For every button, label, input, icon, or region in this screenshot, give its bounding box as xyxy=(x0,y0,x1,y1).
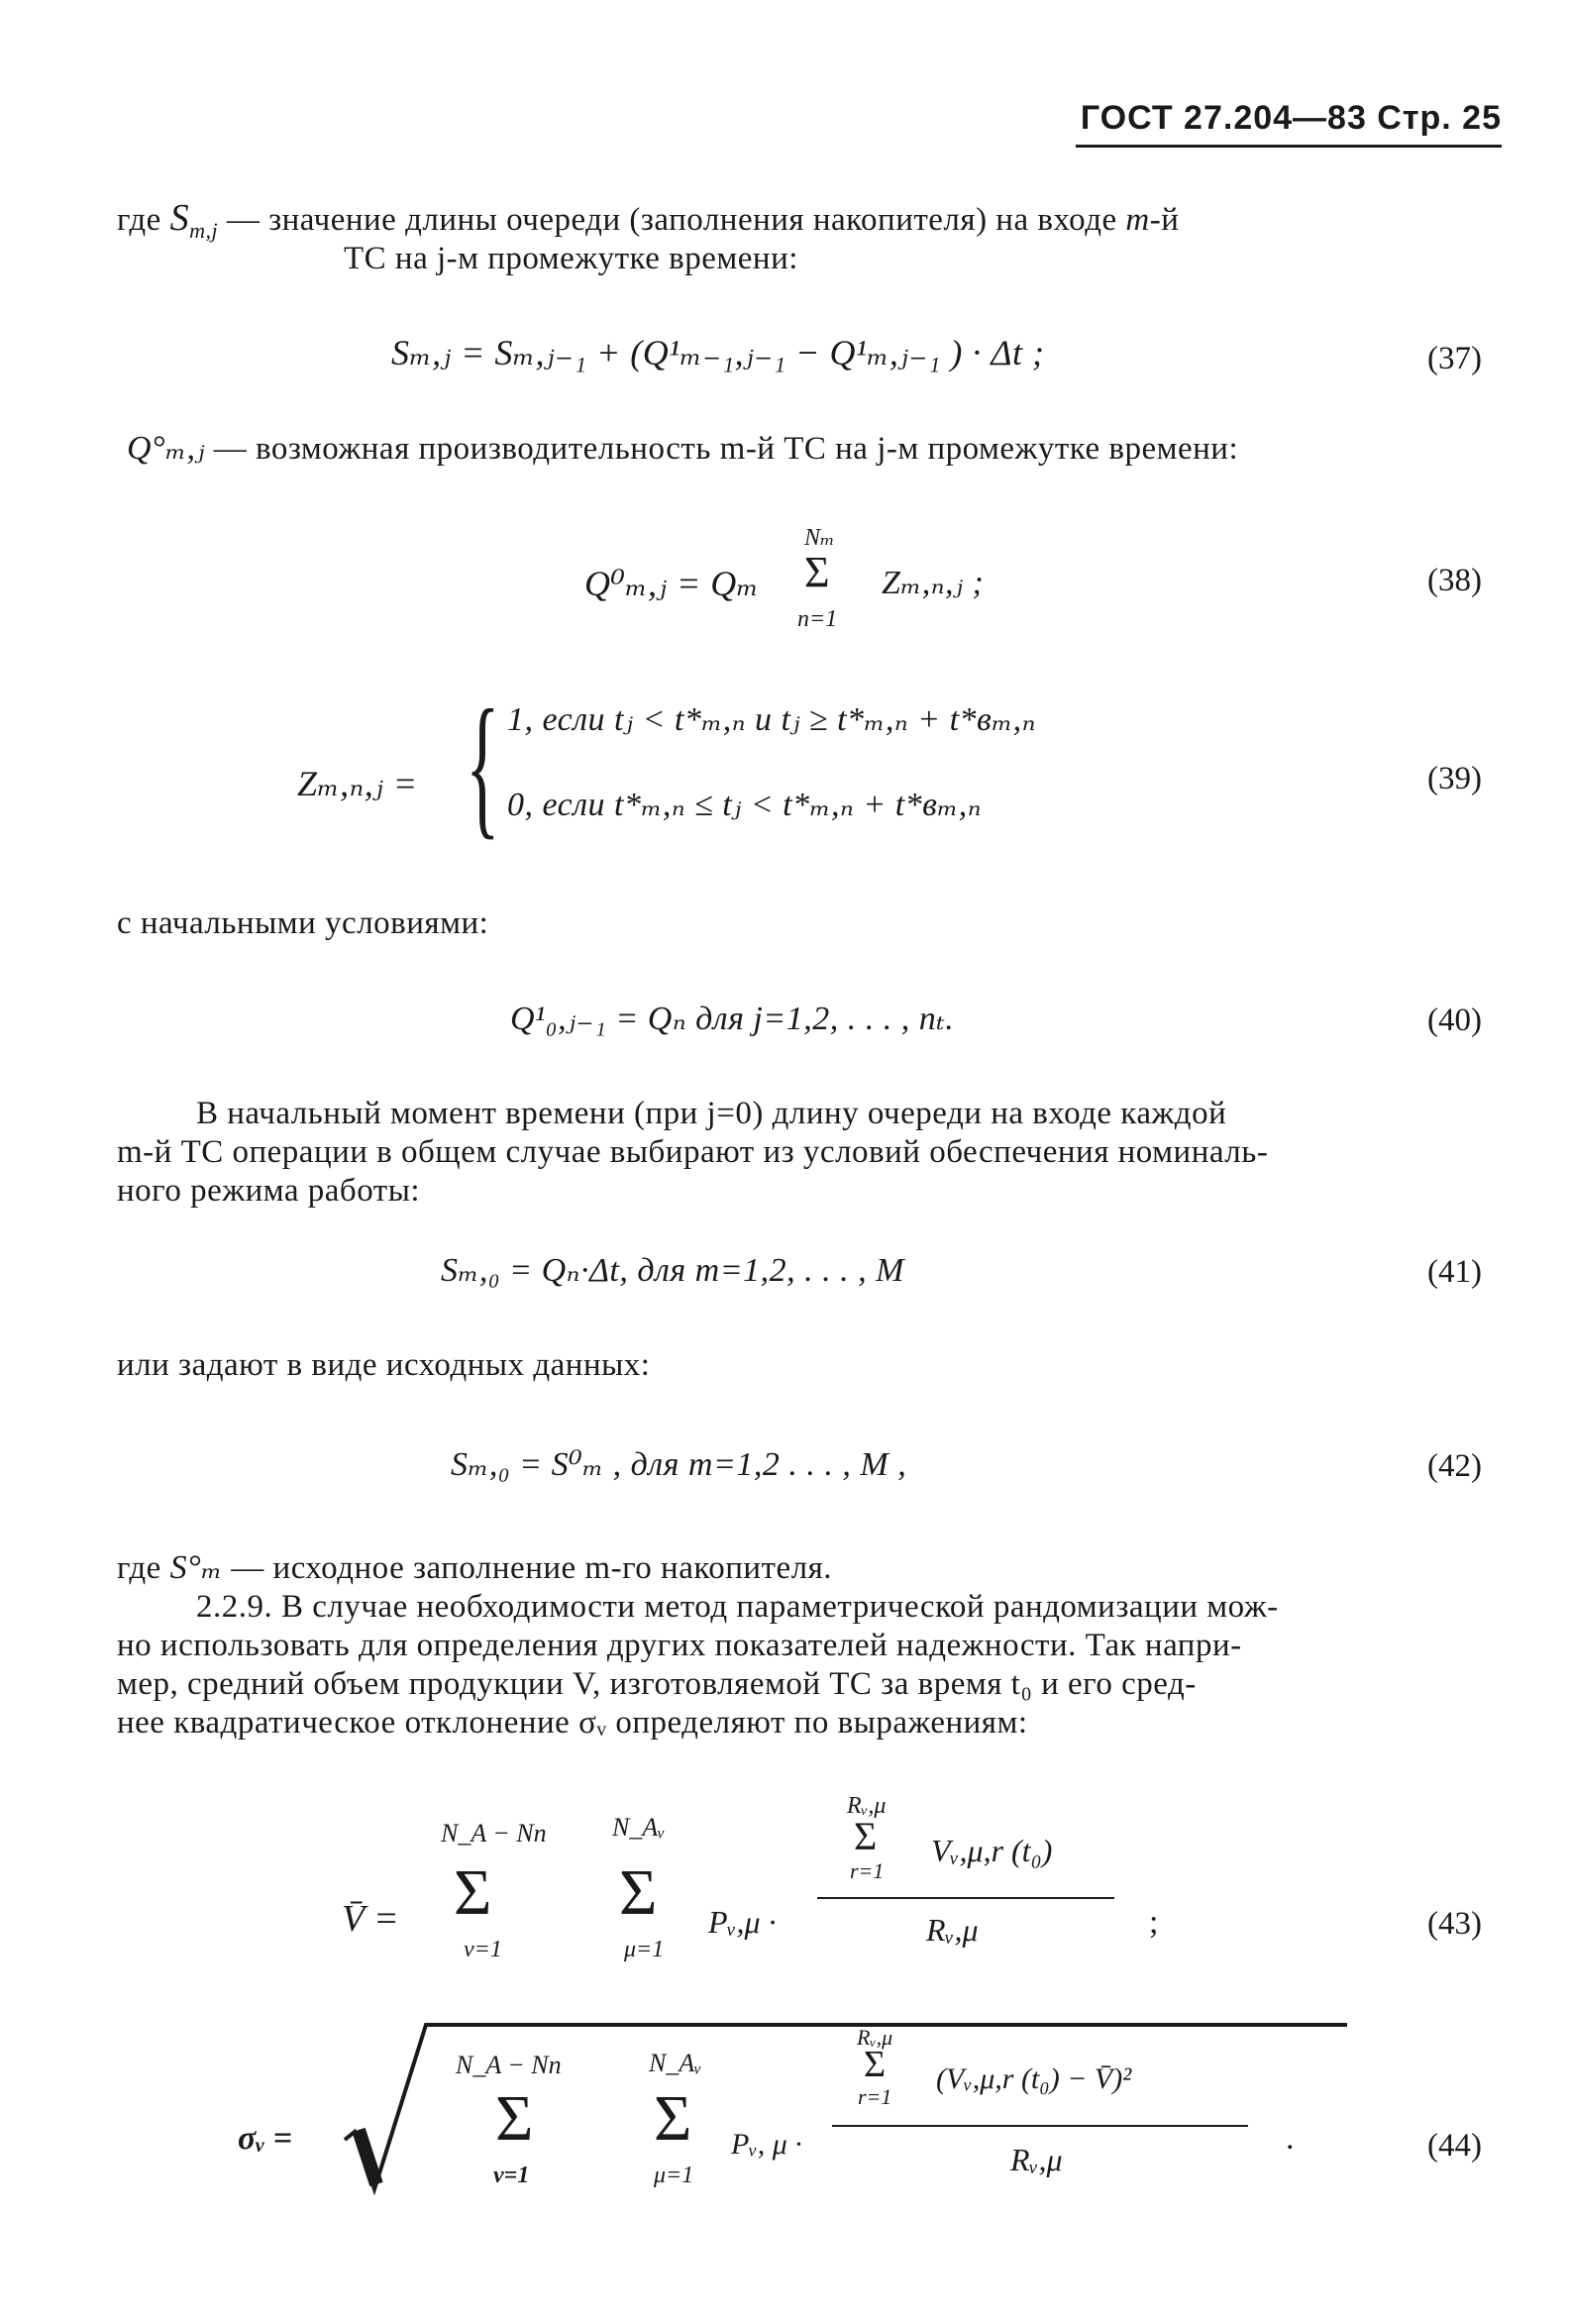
eq43-denominator: Rᵥ,μ xyxy=(926,1912,979,1948)
where-line: где S°ₘ — исходное заполнение m-го накопителя. xyxy=(117,1549,832,1586)
eq43-numerator: Vᵥ,μ,r (t₀) xyxy=(931,1833,1053,1868)
paragraph-2-line-2: но использовать для определения других показателей надежности. Так напри- xyxy=(117,1628,1242,1663)
eq43-sum1-lower: ν=1 xyxy=(464,1937,502,1962)
sum-lower-limit: n=1 xyxy=(797,606,838,632)
equation-42: Sₘ,₀ = S⁰ₘ , для m=1,2 . . . , M , xyxy=(451,1446,907,1483)
equation-39-case-1: 1, если tⱼ < t*ₘ,ₙ и tⱼ ≥ t*ₘ,ₙ + t*вₘ,ₙ xyxy=(507,701,1036,738)
equation-number-43: (43) xyxy=(1427,1906,1482,1942)
equation-41: Sₘ,₀ = Qₙ·Δt, для m=1,2, . . . , M xyxy=(441,1252,904,1289)
eq43-inner-sum-upper: Rᵥ,μ xyxy=(847,1793,887,1819)
equation-number-44: (44) xyxy=(1427,2128,1482,2164)
symbol-s0m: S°ₘ xyxy=(169,1549,223,1586)
eq44-inner-sum-sign: Σ xyxy=(864,2044,887,2085)
eq43-fraction-bar xyxy=(817,1897,1114,1899)
paragraph-1-line-3: ного режима работы: xyxy=(117,1173,421,1209)
lead-word: где xyxy=(117,202,161,238)
eq44-inner-sum-upper: Rᵥ,μ xyxy=(857,2025,893,2050)
eq43-sum1-upper: N_A − Nп xyxy=(441,1819,547,1848)
equation-number-40: (40) xyxy=(1427,1003,1482,1038)
equation-number-37: (37) xyxy=(1427,341,1482,376)
eq44-sum1-lower: ν=1 xyxy=(493,2163,530,2188)
input-data-label: или задают в виде исходных данных: xyxy=(117,1347,651,1383)
equation-number-41: (41) xyxy=(1427,1254,1482,1290)
eq44-numerator: (Vᵥ,μ,r (t₀) − V̄)² xyxy=(936,2062,1132,2095)
sum-sign: Σ xyxy=(804,548,830,596)
equation-37: Sₘ,ⱼ = Sₘ,ⱼ₋₁ + (Q¹ₘ₋₁,ⱼ₋₁ − Q¹ₘ,ⱼ₋₁ ) · Δt ; xyxy=(391,333,1045,372)
equation-number-38: (38) xyxy=(1427,563,1482,598)
paragraph-1-line-1: В начальный момент времени (при j=0) длину очереди на входе каждой xyxy=(196,1096,1227,1131)
paragraph-2-line-4: нее квадратическое отклонение σᵥ определяют по выражениям: xyxy=(117,1705,1028,1741)
definition-line-1: где $S_{m,j}$ — значение длины очереди (заполнения накопителя) на входе m-й xyxy=(117,197,1180,243)
eq44-sum1-upper: N_A − Nп xyxy=(456,2051,562,2079)
eq43-sum1-sign: Σ xyxy=(454,1856,492,1929)
equation-38-lhs: Q⁰ₘ,ⱼ = Qₘ xyxy=(584,564,760,603)
paragraph-2-line-3: мер, средний объем продукции V, изготовляемой ТС за время t₀ и его сред- xyxy=(117,1666,1197,1702)
eq43-sum2-sign: Σ xyxy=(619,1856,658,1929)
eq44-end: . xyxy=(1286,2120,1295,2157)
page-header: ГОСТ 27.204—83 Стр. 25 xyxy=(1080,99,1502,137)
radical-sign xyxy=(337,2021,1347,2199)
equation-44-lhs: σᵥ = xyxy=(238,2120,293,2157)
eq44-denominator: Rᵥ,μ xyxy=(1010,2142,1063,2177)
header-rule xyxy=(1076,145,1502,148)
eq43-sum2-upper: N_Aᵥ xyxy=(612,1813,666,1842)
equation-number-42: (42) xyxy=(1427,1448,1482,1484)
symbol-m: m xyxy=(1125,202,1150,238)
eq43-inner-sum-sign: Σ xyxy=(854,1814,878,1858)
eq44-sum2-lower: μ=1 xyxy=(654,2163,694,2188)
sum-upper-limit: Nₘ xyxy=(804,525,835,551)
equation-39-case-2: 0, если t*ₘ,ₙ ≤ tⱼ < t*ₘ,ₙ + t*вₘ,ₙ xyxy=(507,787,983,823)
equation-39-lhs: Zₘ,ₙ,ⱼ = xyxy=(297,764,418,803)
equation-40: Q¹₀,ⱼ₋₁ = Qₙ для j=1,2, . . . , nₜ. xyxy=(510,1001,955,1037)
eq43-probability: Pᵥ,μ · xyxy=(708,1904,777,1940)
equation-number-39: (39) xyxy=(1427,761,1482,796)
equation-38-rhs: Zₘ,ₙ,ⱼ ; xyxy=(882,565,985,601)
eq44-inner-sum-lower: r=1 xyxy=(858,2084,892,2109)
eq44-sum2-sign: Σ xyxy=(654,2082,692,2155)
definition-line-2: ТС на j-м промежутке времени: xyxy=(344,241,798,276)
eq43-inner-sum-lower: r=1 xyxy=(850,1858,885,1883)
q-definition-line: Q°ₘ,ⱼ — возможная производительность m-й ТС на j-м промежутке времени: xyxy=(127,430,1239,467)
eq43-end: ; xyxy=(1149,1904,1159,1941)
paragraph-2-line-1: 2.2.9. В случае необходимости метод параметрической рандомизации мож- xyxy=(196,1589,1279,1625)
definition-text: — значение длины очереди (заполнения накопителя) на входе xyxy=(226,202,1117,238)
eq44-probability: Pᵥ, μ · xyxy=(731,2128,802,2161)
equation-43-lhs: V̄ = xyxy=(342,1898,399,1940)
initial-conditions-label: с начальными условиями: xyxy=(117,905,489,941)
eq44-fraction-bar xyxy=(832,2125,1248,2127)
left-brace: { xyxy=(466,677,500,853)
eq44-sum1-sign: Σ xyxy=(495,2082,534,2155)
symbol-s: $S_{m,j}$ xyxy=(169,197,219,243)
paragraph-1-line-2: m-й ТС операции в общем случае выбирают из условий обеспечения номиналь- xyxy=(117,1134,1269,1170)
symbol-q0: Q°ₘ,ⱼ xyxy=(127,430,205,467)
eq44-sum2-upper: N_Aᵥ xyxy=(649,2049,702,2077)
eq43-sum2-lower: μ=1 xyxy=(624,1937,665,1962)
